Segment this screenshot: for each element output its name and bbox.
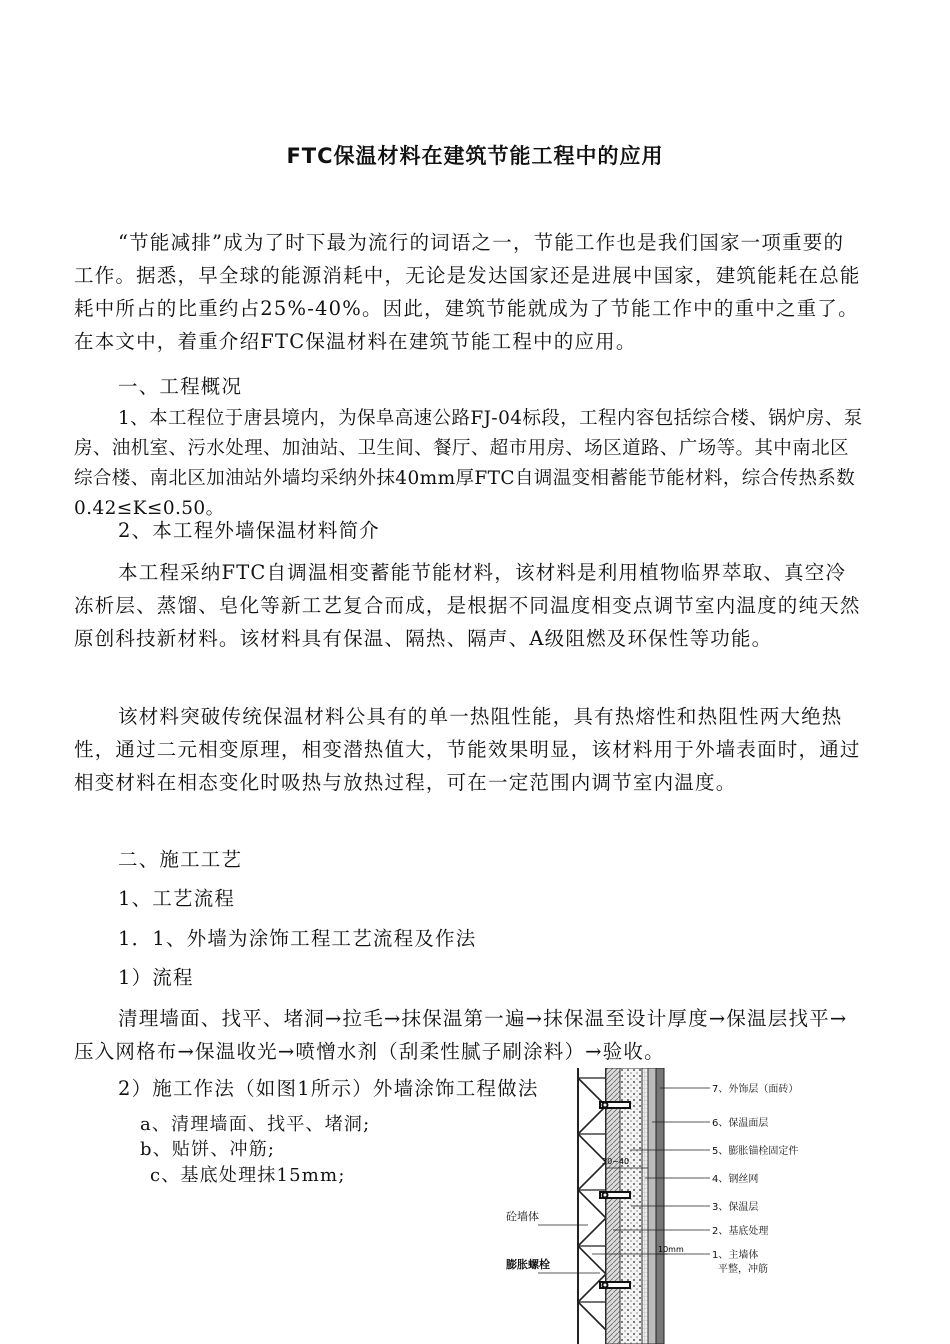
material-paragraph-2: 该材料突破传统保温材料公具有的单一热阻性能，具有热熔性和热阻性两大绝热性，通过二元相变原理，相变潜热值大，节能效果明显，该材料用于外墙表面时，通过相变材料在相态变化时吸热与放热过程，可在一定范围内调节室内温度。 [74, 705, 861, 794]
label-anchor: 5、膨胀锚栓固定件 [712, 1146, 799, 1157]
subheading-flow: 1）流程 [118, 966, 194, 989]
subheading-process-flow: 1、工艺流程 [118, 887, 236, 910]
label-base-treatment: 2、基底处理 [712, 1226, 769, 1237]
label-insulation-surface: 6、保温面层 [712, 1118, 769, 1129]
intro-paragraph: “节能减排”成为了时下最为流行的词语之一，节能工作也是我们国家一项重要的工作。据悉，早全球的能源消耗中，无论是发达国家还是进展中国家，建筑能耗在总能耗中所占的比重约占25%-40%。因此，建筑节能就成为了节能工作中的重中之重了。在本文中，着重介绍FTC保温材料在建筑节能工程中的应用。 [74, 231, 861, 353]
subheading-exterior-wall: 1．1、外墙为涂饰工程工艺流程及作法 [118, 927, 477, 950]
label-insulation: 3、保温层 [712, 1202, 759, 1213]
label-expansion-bolt: 膨胀螺栓 [506, 1258, 550, 1271]
label-steel-mesh: 4、钢丝网 [712, 1174, 759, 1185]
step-b: b、贴饼、冲筋; [140, 1139, 276, 1160]
label-main-wall: 1、主墙体 [712, 1250, 759, 1261]
base-treatment-layer [606, 1068, 620, 1344]
label-main-wall-note: 平整，冲筋 [718, 1264, 768, 1275]
overview-paragraph: 1、本工程位于唐县境内，为保阜高速公路FJ-04标段，工程内容包括综合楼、锅炉房、泵房、油机室、污水处理、加油站、卫生间、餐厅、超市用房、场区道路、广场等。其中南北区综合楼、南北区加油站外墙均采纳外抹40mm厚FTC自调温变相蓄能节能材料，综合传热系数0.42≤K≤0.50。 [74, 408, 863, 519]
material-paragraph-1: 本工程采纳FTC自调温相变蓄能节能材料，该材料是利用植物临界萃取、真空冷冻析层、蒸馏、皂化等新工艺复合而成，是根据不同温度相变点调节室内温度的纯天然原创科技新材料。该材料具有保温、隔热、隔声、A级阻燃及环保性等功能。 [74, 561, 861, 650]
dimension-label-30-40: 30~40 [602, 1157, 630, 1166]
section-heading-overview: 一、工程概况 [118, 375, 243, 398]
step-a: a、清理墙面、找平、堵洞; [140, 1114, 371, 1135]
label-finish-layer: 7、外饰层（面砖） [712, 1084, 799, 1095]
dimension-label-10mm: 10mm [658, 1245, 684, 1254]
step-c: c、基底处理抹15mm; [150, 1165, 346, 1186]
subheading-material-intro: 2、本工程外墙保温材料简介 [118, 519, 381, 542]
document-title: FTC保温材料在建筑节能工程中的应用 [286, 144, 664, 168]
label-concrete-wall: 砼墙体 [506, 1210, 539, 1223]
section-heading-construction: 二、施工工艺 [118, 848, 243, 871]
flow-paragraph: 清理墙面、找平、堵洞→拉毛→抹保温第一遍→抹保温至设计厚度→保温层找平→压入网格布→保温收光→喷憎水剂（刮柔性腻子刷涂料）→验收。 [74, 1007, 848, 1063]
concrete-wall-graphic [578, 1068, 606, 1344]
subheading-method: 2）施工作法（如图1所示）外墙涂饰工程做法 [118, 1077, 539, 1100]
wall-section-diagram [488, 1068, 818, 1344]
